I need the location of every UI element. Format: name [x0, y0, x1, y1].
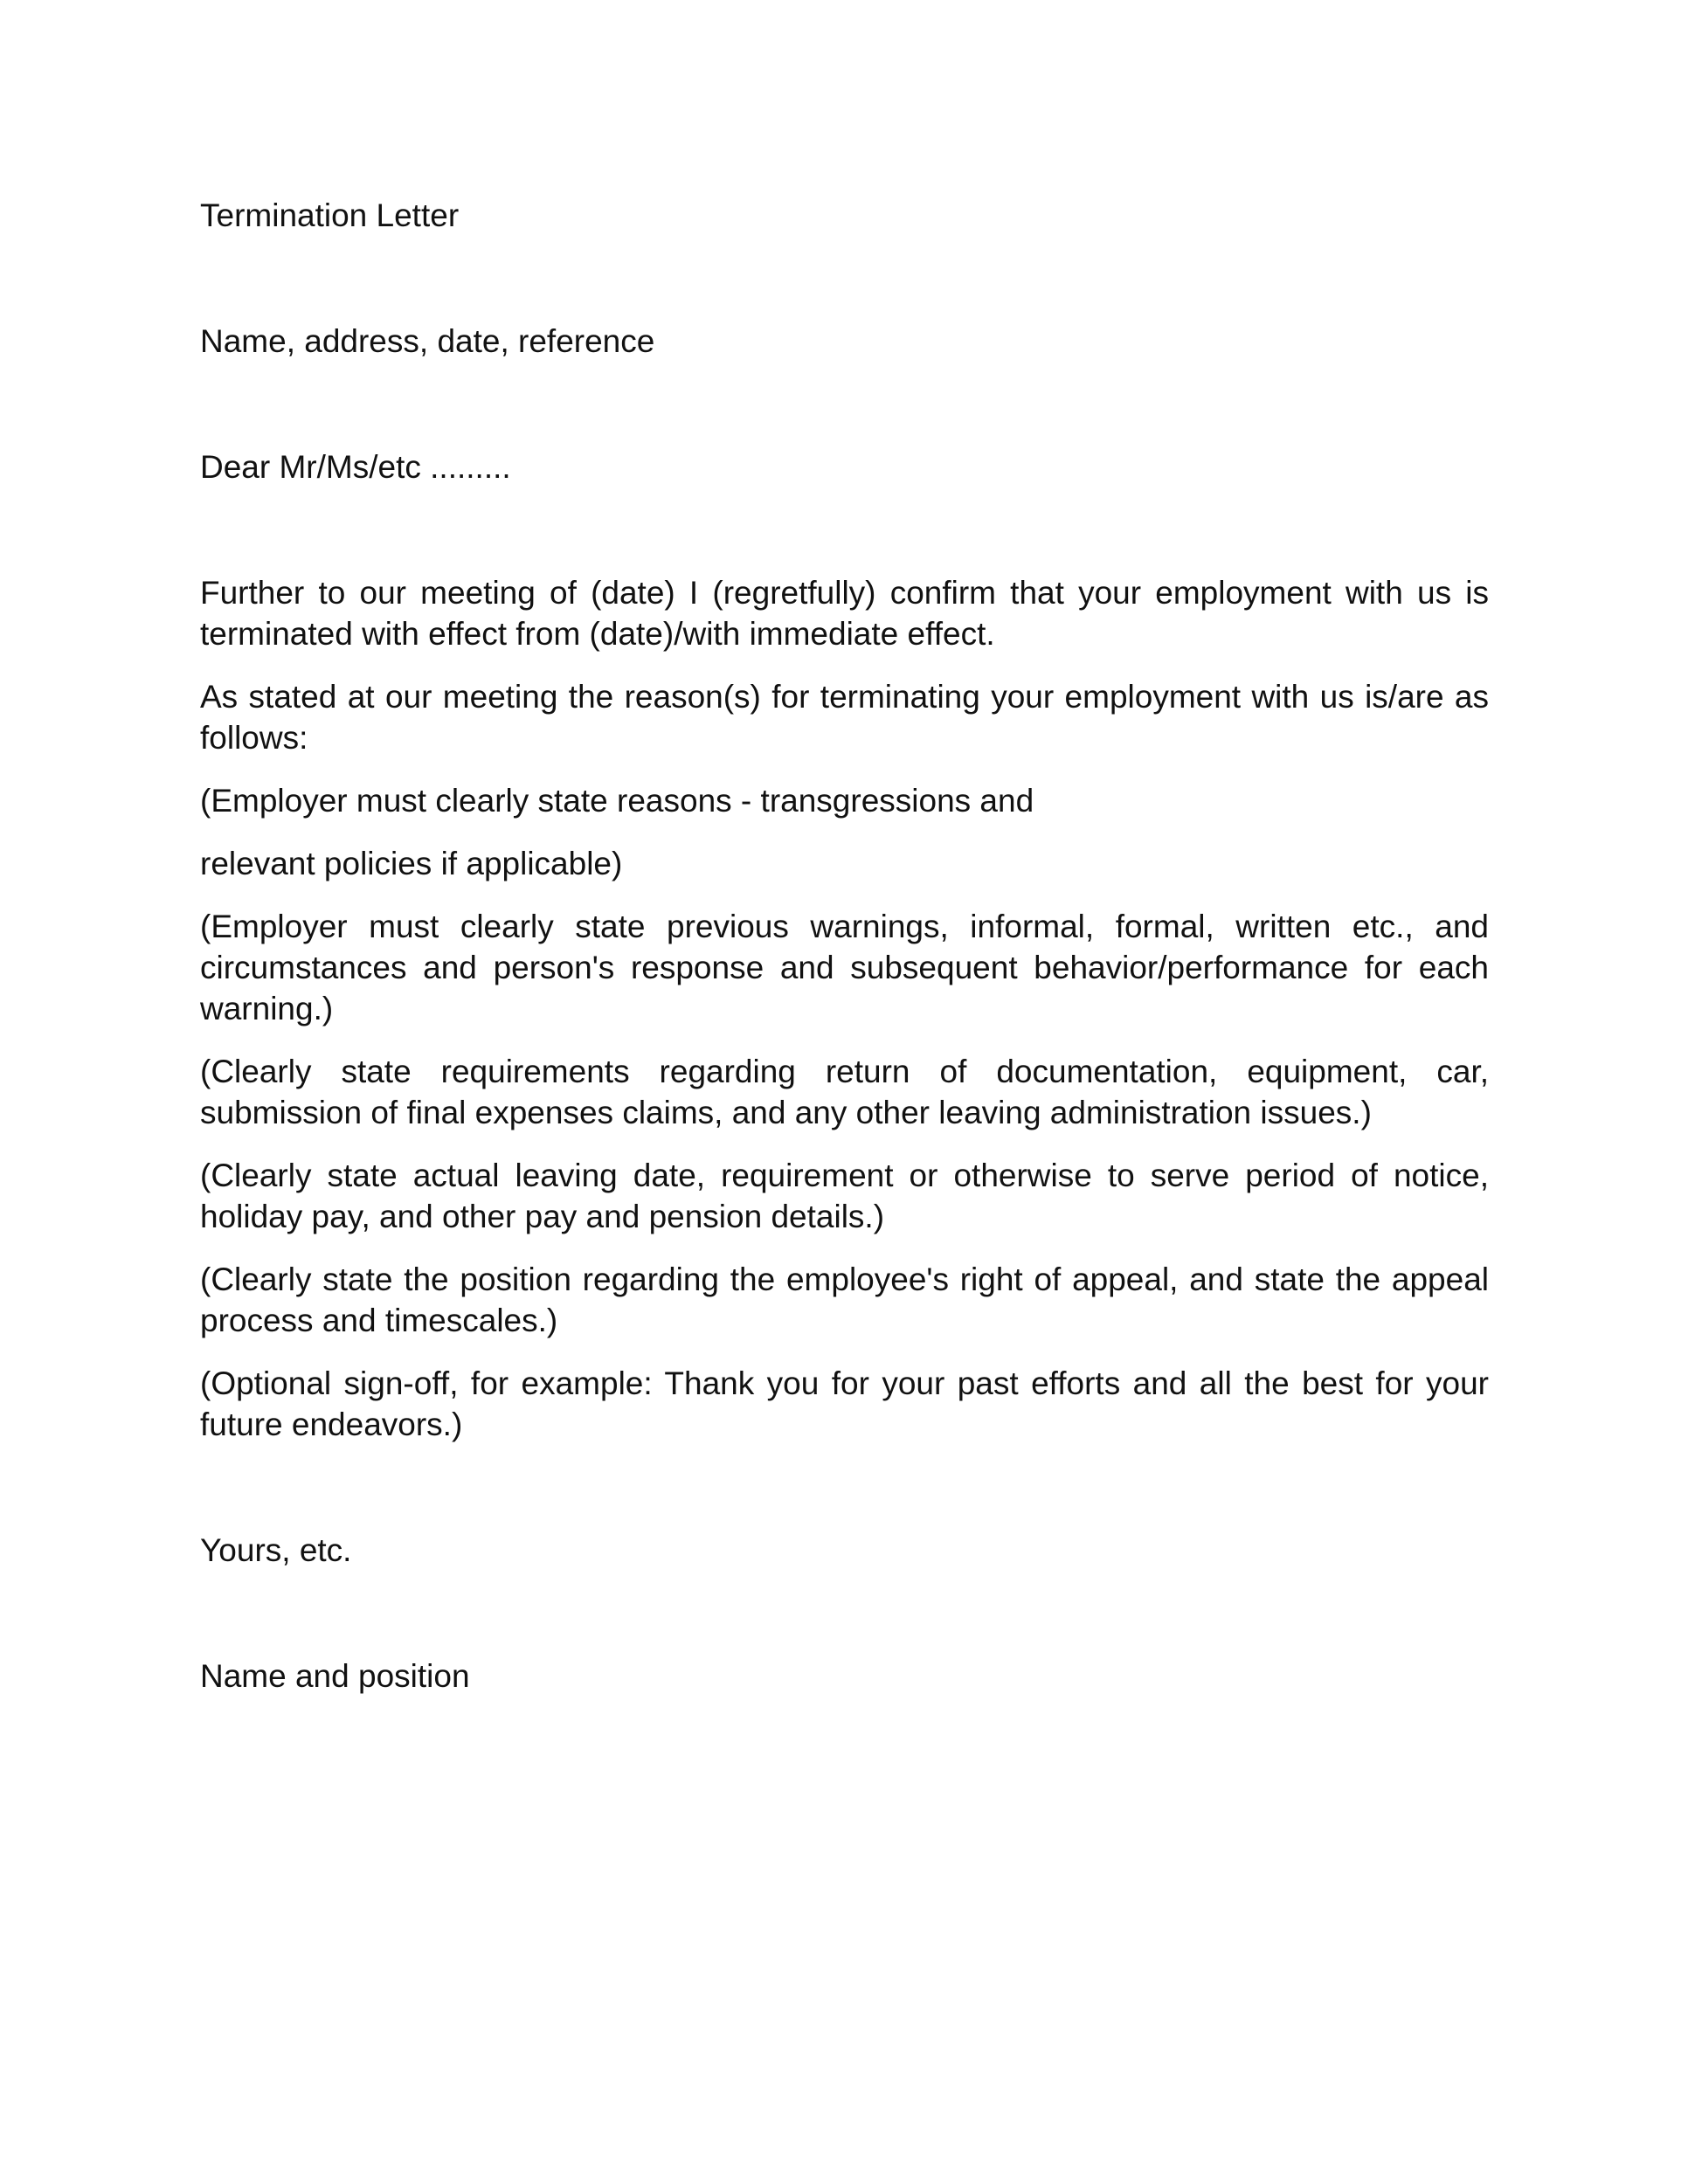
- paragraph-leaving-date-pay: (Clearly state actual leaving date, requirement or otherwise to serve period of notice, holiday pay, and other pay and pension details.): [200, 1158, 1489, 1234]
- paragraph-return-of-property: (Clearly state requirements regarding return of documentation, equipment, car, submission of final expenses claims, and any other leaving administration issues.): [200, 1054, 1489, 1130]
- letter-title: Termination Letter: [200, 197, 460, 233]
- paragraph-right-of-appeal: (Clearly state the position regarding the employee's right of appeal, and state the appeal process and timescales.): [200, 1261, 1489, 1338]
- signature-line: Name and position: [200, 1658, 470, 1694]
- salutation-line: Dear Mr/Ms/etc .........: [200, 449, 511, 485]
- paragraph-previous-warnings: (Employer must clearly state previous warnings, informal, formal, written etc., and circumstances and person's response and subsequent behavior/performance for each warning.): [200, 909, 1489, 1026]
- paragraph-optional-signoff: (Optional sign-off, for example: Thank you for your past efforts and all the best for your future endeavors.): [200, 1365, 1489, 1442]
- recipient-line: Name, address, date, reference: [200, 323, 655, 359]
- paragraph-termination-confirmation: Further to our meeting of (date) I (regretfully) confirm that your employment with us is terminated with effect from (date)/with immediate effect.: [200, 575, 1489, 652]
- paragraph-state-reasons: (Employer must clearly state reasons - transgressions and: [200, 783, 1034, 819]
- paragraph-relevant-policies: relevant policies if applicable): [200, 846, 623, 881]
- letter-content: [200, 0, 1489, 1718]
- closing-line: Yours, etc.: [200, 1532, 352, 1568]
- paragraph-reasons-intro: As stated at our meeting the reason(s) for terminating your employment with us is/are as follows:: [200, 679, 1489, 756]
